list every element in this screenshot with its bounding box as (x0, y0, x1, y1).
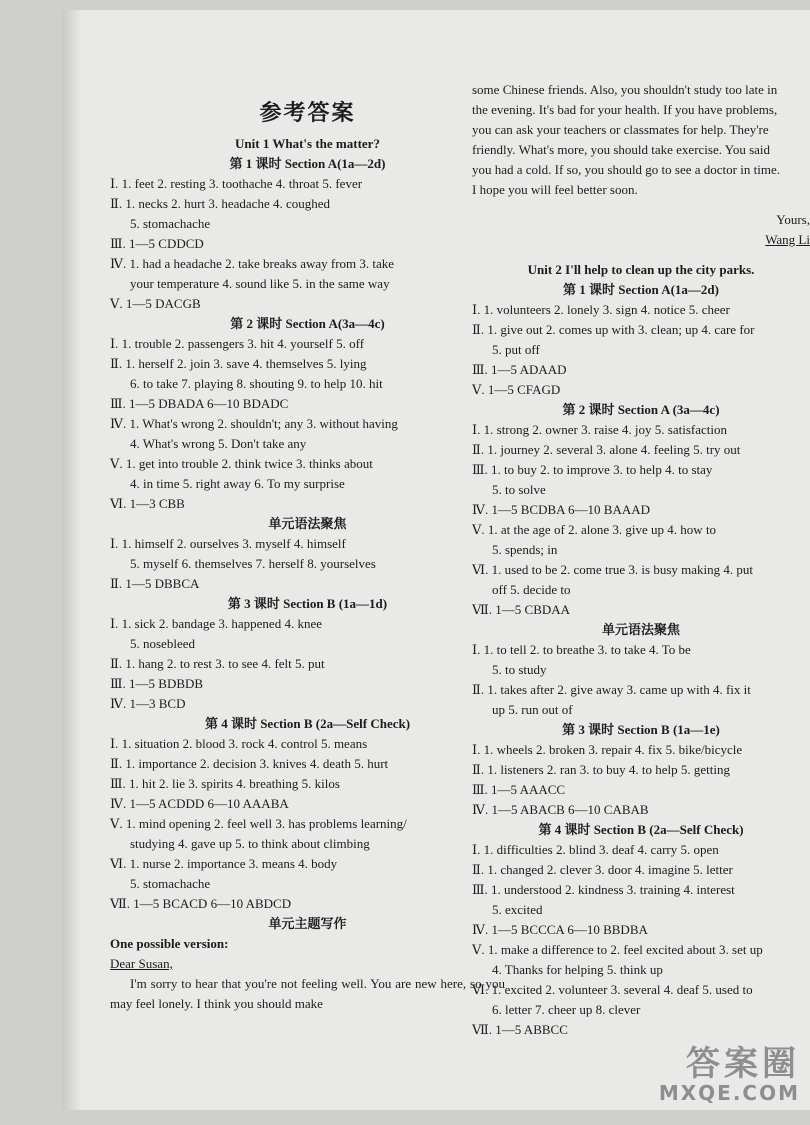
answer-line: Ⅱ. 1. listeners 2. ran 3. to buy 4. to help 5. getting (472, 762, 730, 777)
answer-line-continued: 5. stomachache (130, 216, 211, 231)
section-heading: 第 2 课时 Section A (3a—4c) (562, 402, 720, 417)
section-heading: 第 4 课时 Section B (2a—Self Check) (204, 716, 411, 731)
answer-line: Ⅲ. 1—5 CDDCD (110, 236, 204, 251)
answer-line: Ⅲ. 1—5 AAACC (472, 782, 566, 797)
watermark-logo-text: 答案圈 (686, 1044, 800, 1084)
answer-line: Ⅴ. 1. make a difference to 2. feel excited about 3. set up (472, 942, 763, 957)
answer-line: Ⅲ. 1—5 DBADA 6—10 BDADC (110, 396, 289, 411)
answer-line: Ⅰ. 1. to tell 2. to breathe 3. to take 4. To be (472, 642, 691, 657)
answer-line-continued: 5. to study (492, 662, 547, 677)
answer-line: Ⅲ. 1. to buy 2. to improve 3. to help 4. to stay (472, 462, 713, 477)
answer-line-continued: 6. letter 7. cheer up 8. clever (492, 1002, 641, 1017)
answer-line: Ⅱ. 1. journey 2. several 3. alone 4. feeling 5. try out (472, 442, 741, 457)
answer-line: Ⅵ. 1—3 CBB (110, 496, 185, 511)
answer-line: Ⅱ. 1. changed 2. clever 3. door 4. imagine 5. letter (472, 862, 733, 877)
page-title: 参考答案 (259, 101, 356, 126)
answer-line: Ⅶ. 1—5 ABBCC (472, 1022, 568, 1037)
letter-closing: Yours, (776, 212, 810, 227)
spacer (472, 200, 810, 210)
answer-line: Ⅱ. 1. necks 2. hurt 3. headache 4. coughed (110, 196, 331, 211)
answer-line-continued: 4. Thanks for helping 5. think up (492, 962, 663, 977)
answer-line: Ⅴ. 1. get into trouble 2. think twice 3. thinks about (110, 456, 373, 471)
answer-line: Ⅶ. 1—5 CBDAA (472, 602, 571, 617)
answer-line: Ⅶ. 1—5 BCACD 6—10 ABDCD (110, 896, 292, 911)
letter-paragraph: I'm sorry to hear that you're not feeling well. You are new here, so you may feel lonely. I think you should make (110, 976, 505, 1011)
letter-text-line: I hope you will feel better soon. (472, 182, 638, 197)
answer-line: Ⅵ. 1. nurse 2. importance 3. means 4. body (110, 856, 338, 871)
answer-line: Ⅰ. 1. difficulties 2. blind 3. deaf 4. carry 5. open (472, 842, 719, 857)
answer-line-continued: 4. What's wrong 5. Don't take any (130, 436, 307, 451)
answer-line: Ⅵ. 1. excited 2. volunteer 3. several 4. deaf 5. used to (472, 982, 753, 997)
answer-line: Ⅱ. 1. herself 2. join 3. save 4. themselves 5. lying (110, 356, 367, 371)
answer-line: Ⅳ. 1—5 BCDBA 6—10 BAAAD (472, 502, 651, 517)
section-heading: 单元语法聚焦 (268, 516, 347, 531)
right-column (472, 10, 810, 1040)
answer-line: Ⅳ. 1—5 BCCCA 6—10 BBDBA (472, 922, 648, 937)
answer-line: Ⅰ. 1. volunteers 2. lonely 3. sign 4. notice 5. cheer (472, 302, 730, 317)
answer-line: Ⅵ. 1. used to be 2. come true 3. is busy making 4. put (472, 562, 753, 577)
answer-line-continued: off 5. decide to (492, 582, 571, 597)
answer-line-continued: 5. put off (492, 342, 540, 357)
answer-line: Ⅰ. 1. himself 2. ourselves 3. myself 4. himself (110, 536, 346, 551)
answer-line-continued: 5. nosebleed (130, 636, 195, 651)
version-label: One possible version: (110, 936, 229, 951)
section-heading: 第 4 课时 Section B (2a—Self Check) (538, 822, 744, 837)
signature-name: Wang Li (765, 232, 810, 247)
letter-greeting: Dear Susan, (110, 956, 173, 971)
letter-text-line: some Chinese friends. Also, you shouldn't study too late in (472, 82, 778, 97)
answer-line: Ⅰ. 1. sick 2. bandage 3. happened 4. knee (110, 616, 322, 631)
answer-line-continued: 5. myself 6. themselves 7. herself 8. yourselves (130, 556, 376, 571)
section-heading: 第 1 课时 Section A(1a—2d) (562, 282, 719, 297)
answer-line-continued: 5. excited (492, 902, 543, 917)
answer-line: Ⅳ. 1—3 BCD (110, 696, 186, 711)
answer-page (62, 10, 810, 1110)
answer-line: Ⅱ. 1. hang 2. to rest 3. to see 4. felt 5. put (110, 656, 325, 671)
unit-heading: Unit 1 What's the matter? (235, 136, 380, 151)
section-heading: 第 3 课时 Section B (1a—1d) (227, 596, 388, 611)
answer-line: Ⅴ. 1—5 DACGB (110, 296, 201, 311)
answer-line-continued: 6. to take 7. playing 8. shouting 9. to help 10. hit (130, 376, 383, 391)
answer-line: Ⅲ. 1. hit 2. lie 3. spirits 4. breathing 5. kilos (110, 776, 340, 791)
answer-line: Ⅰ. 1. feet 2. resting 3. toothache 4. throat 5. fever (110, 176, 363, 191)
unit-heading: Unit 2 I'll help to clean up the city parks. (527, 262, 755, 277)
letter-text-line: you can ask your teachers or classmates for help. They're (472, 122, 769, 137)
letter-signature (472, 230, 810, 250)
answer-line: Ⅰ. 1. wheels 2. broken 3. repair 4. fix 5. bike/bicycle (472, 742, 743, 757)
answer-line: Ⅲ. 1—5 BDBDB (110, 676, 204, 691)
section-heading: 第 1 课时 Section A(1a—2d) (229, 156, 386, 171)
letter-text-line: friendly. What's more, you should take exercise. You said (472, 142, 771, 157)
answer-line: Ⅳ. 1. What's wrong 2. shouldn't; any 3. without having (110, 416, 398, 431)
site-watermark (659, 1046, 800, 1104)
answer-line: Ⅳ. 1—5 ACDDD 6—10 AAABA (110, 796, 289, 811)
section-heading: 单元语法聚焦 (601, 622, 680, 637)
answer-line: Ⅴ. 1—5 CFAGD (472, 382, 561, 397)
left-column (110, 10, 505, 1014)
answer-line-continued: 4. in time 5. right away 6. To my surprise (130, 476, 345, 491)
answer-line: Ⅳ. 1—5 ABACB 6—10 CABAB (472, 802, 649, 817)
letter-text-line: you had a cold. If so, you should go to see a doctor in time. (472, 162, 780, 177)
answer-line: Ⅳ. 1. had a headache 2. take breaks away from 3. take (110, 256, 395, 271)
answer-line: Ⅱ. 1. give out 2. comes up with 3. clean; up 4. care for (472, 322, 755, 337)
watermark-url: MXQE.COM (658, 1081, 800, 1105)
answer-line: Ⅴ. 1. mind opening 2. feel well 3. has problems learning/ (110, 816, 407, 831)
section-heading: 单元主题写作 (268, 916, 347, 931)
answer-line-continued: 5. stomachache (130, 876, 211, 891)
answer-line: Ⅱ. 1. importance 2. decision 3. knives 4. death 5. hurt (110, 756, 389, 771)
answer-line-continued: 5. spends; in (492, 542, 558, 557)
answer-line: Ⅰ. 1. trouble 2. passengers 3. hit 4. yourself 5. off (110, 336, 365, 351)
spacer (472, 250, 810, 260)
answer-line-continued: your temperature 4. sound like 5. in the same way (130, 276, 390, 291)
answer-line-continued: 5. to solve (492, 482, 546, 497)
answer-line: Ⅲ. 1—5 ADAAD (472, 362, 567, 377)
page-fold-shadow (62, 10, 82, 1110)
section-heading: 第 3 课时 Section B (1a—1e) (562, 722, 720, 737)
answer-line: Ⅱ. 1. takes after 2. give away 3. came up with 4. fix it (472, 682, 751, 697)
answer-line: Ⅱ. 1—5 DBBCA (110, 576, 200, 591)
answer-line: Ⅲ. 1. understood 2. kindness 3. training 4. interest (472, 882, 735, 897)
answer-line-continued: studying 4. gave up 5. to think about climbing (130, 836, 370, 851)
answer-line: Ⅰ. 1. strong 2. owner 3. raise 4. joy 5. satisfaction (472, 422, 727, 437)
answer-line: Ⅰ. 1. situation 2. blood 3. rock 4. control 5. means (110, 736, 368, 751)
letter-text-line: the evening. It's bad for your health. If you have problems, (472, 102, 778, 117)
answer-line: Ⅴ. 1. at the age of 2. alone 3. give up 4. how to (472, 522, 717, 537)
section-heading: 第 2 课时 Section A(3a—4c) (230, 316, 385, 331)
answer-line-continued: up 5. run out of (492, 702, 573, 717)
